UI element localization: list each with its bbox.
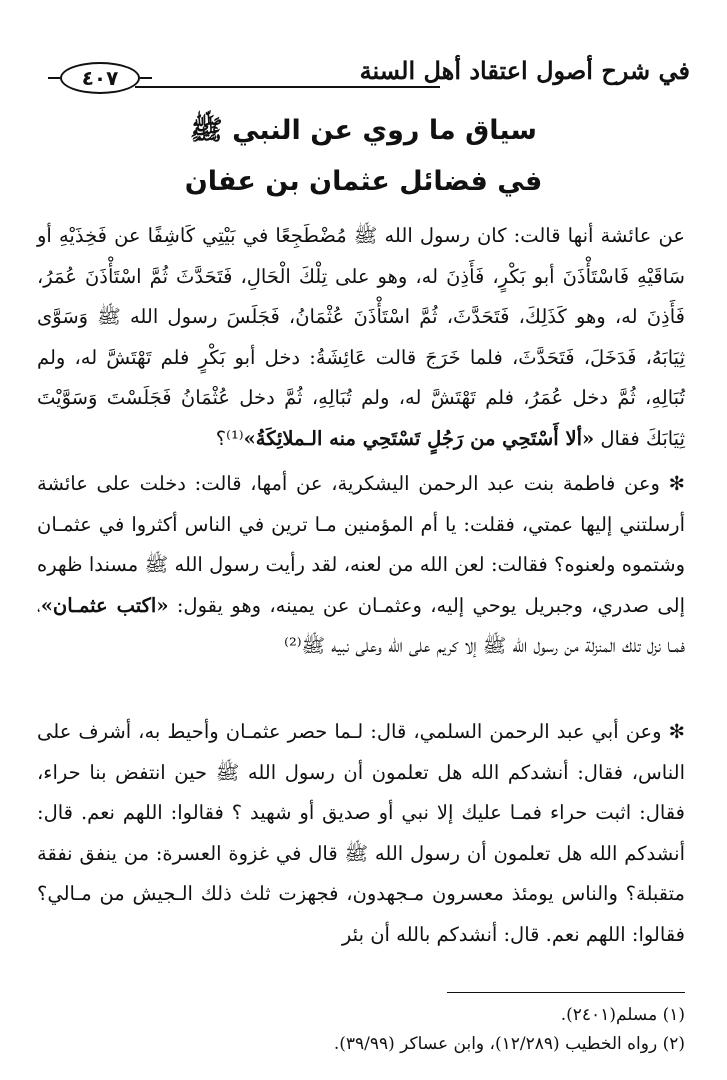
header-rule [135, 86, 440, 88]
page-header [40, 50, 690, 100]
running-title: في شرح أصول اعتقاد أهل السنة [359, 56, 690, 85]
star-bullet-icon: ✻ [668, 472, 685, 495]
paragraph-text-end: ، فمـا نزل تلك المنزلة من رسول الله ﷺ إلا كريم على الله وعلى نبيه ﷺ⁽²⁾ [37, 593, 685, 657]
paragraph-text: وعن أبي عبد الرحمن السلمي، قال: لـما حصر عثمـان وأحيط به، أشرف على الناس، فقال: أنشدكم الله هل تعلمون أن رسول الله ﷺ حين انتفض بنا حراء، فقال: اثبت حراء فمـا عليك إلا نبي أو صديق أو شهيد ؟ فقالوا: اللهم نعم. قال: أنشدكم الله هل تعلمون أن رسول الله ﷺ قال في غزوة العسرة: من ينفق نفقة متقبلة؟ والناس يومئذ معسرون مـجهدون، فجهزت ثلث ذلك الـجيش من مـالي؟ فقالوا: اللهم نعم. قال: أنشدكم بالله أن بئر [37, 720, 685, 946]
chapter-title-line1: سياق ما روي عن النبي ﷺ [190, 115, 537, 146]
star-bullet-icon: ✻ [668, 720, 685, 743]
footnote-1: (١) مسلم(٢٤٠١). [560, 1005, 685, 1025]
paragraph-aisha-hadith [37, 216, 685, 459]
paragraph-fatima-hadith [37, 464, 685, 667]
footnote-ref-1: ⁽¹⁾؟ [215, 426, 244, 450]
prophet-quote: «ألا أَسْتَحِي من رَجُلٍ تَسْتَحِي منه الـملائِكَةُ» [243, 426, 595, 450]
prophet-quote: «اكتب عثمـان» [40, 593, 169, 617]
footnote-separator [447, 992, 685, 993]
page-number: ٤٠٧ [60, 62, 140, 94]
paragraph-text: عن عائشة أنها قالت: كان رسول الله ﷺ مُضْطَجِعًا في بَيْتِي كَاشِفًا عن فَخِذَيْهِ أو سَاقَيْهِ فَاسْتَأْذَنَ أبو بَكْرٍ، فَأَذِنَ له، وهو على تِلْكَ الْحَالِ، فَتَحَدَّثَ ثُمَّ اسْتَأْذَنَ عُمَرُ، فَأَذِنَ له، وهو كَذَلِكَ، فَتَحَدَّثَ، ثُمَّ اسْتَأْذَنَ عُثْمَانُ، فَجَلَسَ رسول الله ﷺ وَسَوَّى ثِيَابَهُ، فَدَخَلَ، فَتَحَدَّثَ، فلما خَرَجَ قالت عَائِشَةُ: دخل أبو بَكْرٍ فلم تَهْتَشَّ له، ولم تُبَالِهِ، ثُمَّ دخل عُمَرُ، فلم تَهْتَشَّ له، ولم تُبَالِهِ، ثُمَّ دخل عُثْمَانُ فَجَلَسْتَ وَسَوَّيْتَ ثِيَابَكَ فقال [37, 224, 685, 450]
footnote-2: (٢) رواه الخطيب (١٢/٢٨٩)، وابن عساكر (٣٩/٩٩). [333, 1034, 685, 1054]
paragraph-sulami-hadith [37, 712, 685, 955]
chapter-title-line2: في فضائل عثمان بن عفان [184, 166, 543, 197]
paragraph-text: وعن فاطمة بنت عبد الرحمن اليشكرية، عن أمها، قالت: دخلت على عائشة أرسلتني إليها عمتي، فقلت: يا أم المؤمنين مـا ترين في الناس أكثروا في عثمـان وشتموه ولعنوه؟ فقالت: لعن الله من لعنه، لقد رأيت رسول الله ﷺ مسندا ظهره إلى صدري، وجبريل يوحي إليه، وعثمـان عن يمينه، وهو يقول: [37, 472, 685, 617]
